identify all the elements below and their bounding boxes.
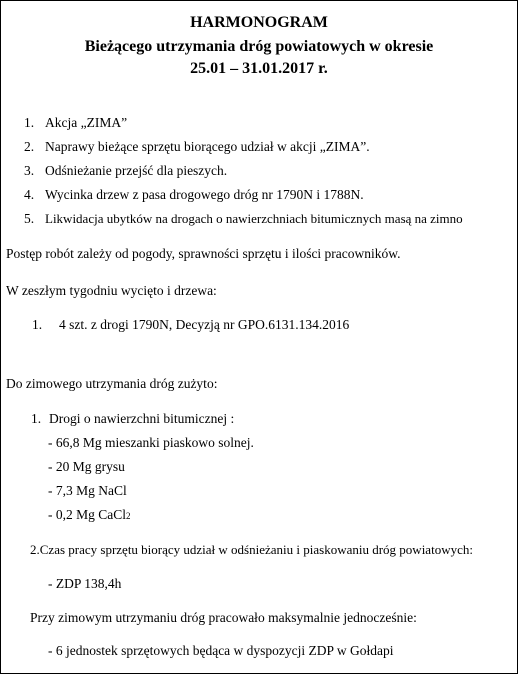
progress-note: Postęp robót zależy od pogody, sprawności sprzętu i ilości pracowników. — [6, 246, 401, 261]
trees-heading: W zeszłym tygodniu wycięto i drzewa: — [6, 283, 217, 298]
max-units-value: - 6 jednostek sprzętowych będąca w dyspozycji ZDP w Gołdapi — [48, 643, 394, 658]
task-item: Naprawy bieżące sprzętu biorącego udział w akcji „ZIMA”. — [45, 139, 370, 154]
material-cacl-text: - 0,2 Mg CaCl — [48, 507, 127, 522]
winter-heading: Do zimowego utrzymania dróg zużyto: — [6, 376, 218, 391]
task-item: Odśnieżanie przejść dla pieszych. — [45, 163, 228, 178]
material-item: - 20 Mg grysu — [48, 459, 125, 474]
task-item: Wycinka drzew z pasa drogowego dróg nr 1790N i 1788N. — [45, 187, 364, 202]
task-number: 1. — [24, 115, 35, 130]
task-number: 3. — [24, 163, 35, 178]
max-units-heading: Przy zimowym utrzymaniu dróg pracowało maksymalnie jednocześnie: — [30, 610, 417, 625]
document-title: HARMONOGRAM — [190, 14, 328, 31]
material-item — [48, 506, 131, 525]
trees-item: 4 szt. z drogi 1790N, Decyzją nr GPO.6131.134.2016 — [59, 317, 350, 332]
material-item: - 66,8 Mg mieszanki piaskowo solnej. — [48, 435, 254, 450]
task-number: 5. — [24, 211, 35, 226]
task-number: 4. — [24, 187, 35, 202]
roads-number: 1. — [31, 411, 42, 426]
trees-item-number: 1. — [32, 317, 43, 332]
work-time-heading: 2.Czas pracy sprzętu biorący udział w odśnieżaniu i piaskowaniu dróg powiatowych: — [30, 542, 473, 557]
document-subtitle: Bieżącego utrzymania dróg powiatowych w okresie — [84, 38, 434, 55]
document-period: 25.01 – 31.01.2017 r. — [190, 60, 328, 77]
roads-heading: Drogi o nawierzchni bitumicznej : — [49, 411, 235, 426]
material-item: - 7,3 Mg NaCl — [48, 483, 127, 498]
task-item: Akcja „ZIMA” — [45, 115, 128, 130]
work-time-value: - ZDP 138,4h — [48, 576, 122, 591]
material-cacl-subscript: 2 — [126, 511, 131, 521]
task-number: 2. — [24, 139, 35, 154]
task-item: Likwidacja ubytków na drogach o nawierzchniach bitumicznych masą na zimno — [45, 211, 463, 226]
